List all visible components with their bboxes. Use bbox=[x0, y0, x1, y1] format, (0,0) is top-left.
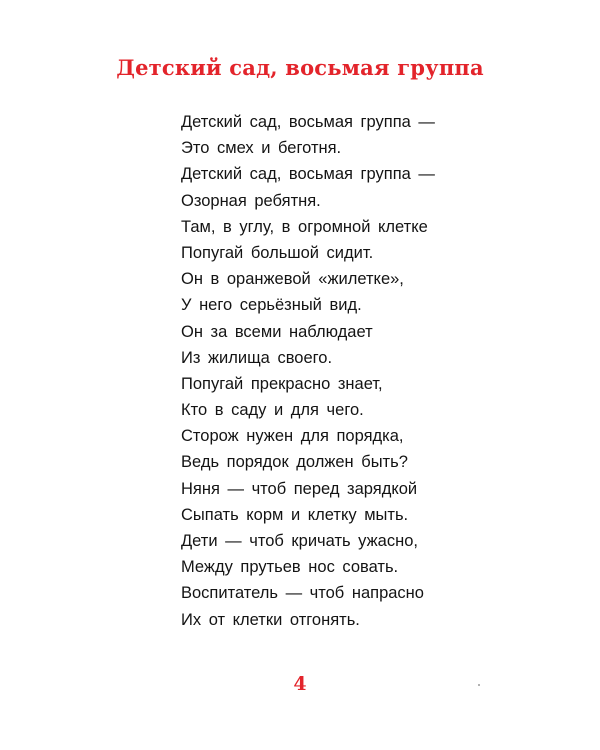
poem-line: Детский сад, восьмая группа — bbox=[181, 113, 435, 131]
poem-line: Дети — чтоб кричать ужасно, bbox=[181, 532, 418, 550]
poem-line: Воспитатель — чтоб напрасно bbox=[181, 584, 424, 603]
poem-line: Попугай большой сидит. bbox=[181, 243, 374, 262]
poem-line: Сыпать корм и клетку мыть. bbox=[181, 505, 409, 524]
poem-line: Ведь порядок должен быть? bbox=[181, 453, 408, 472]
poem-line: Между прутьев нос совать. bbox=[181, 558, 399, 577]
poem-line: Детский сад, восьмая группа — bbox=[181, 165, 435, 184]
poem-line: У него серьёзный вид. bbox=[181, 296, 362, 315]
poem-line: Кто в саду и для чего. bbox=[181, 401, 364, 420]
poem-line: Там, в углу, в огромной клетке bbox=[181, 217, 428, 236]
poem-line: Из жилища своего. bbox=[181, 348, 333, 367]
poem-line: Озорная ребятня. bbox=[181, 191, 321, 210]
paper-speck bbox=[478, 684, 480, 686]
poem-body bbox=[181, 109, 435, 633]
poem-line: Он в оранжевой «жилетке», bbox=[181, 270, 404, 289]
poem-line: Это смех и беготня. bbox=[181, 139, 342, 158]
poem-line: Няня — чтоб перед зарядкой bbox=[181, 479, 418, 498]
poem-line: Сторож нужен для порядка, bbox=[181, 427, 404, 446]
page-number: 4 bbox=[293, 673, 307, 695]
poem-line: Он за всеми наблюдает bbox=[181, 322, 373, 341]
poem-line: Попугай прекрасно знает, bbox=[181, 374, 383, 393]
poem-line: Их от клетки отгонять. bbox=[181, 610, 360, 629]
poem-title: Детский сад, восьмая группа bbox=[116, 55, 484, 80]
